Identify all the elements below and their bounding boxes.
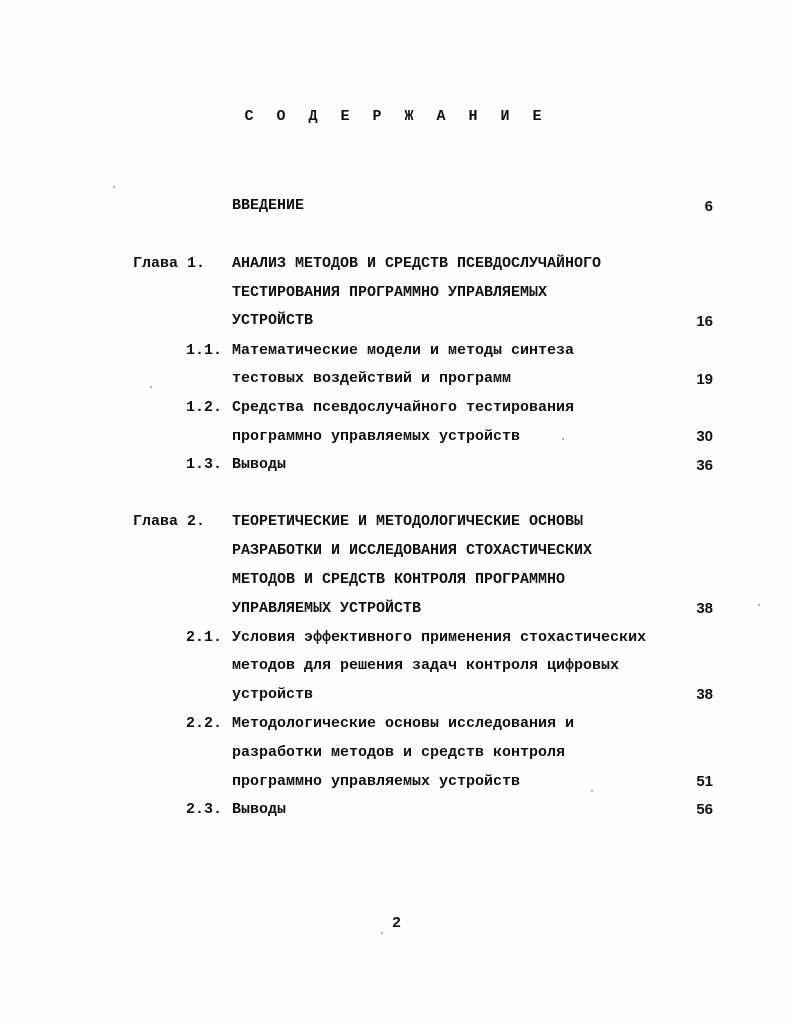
section-2-3-number: 2.3. (186, 801, 223, 818)
chapter-2-title-line: ТЕОРЕТИЧЕСКИЕ И МЕТОДОЛОГИЧЕСКИЕ ОСНОВЫ (232, 513, 584, 530)
section-2-1-page: 38 (696, 686, 713, 703)
section-2-2-page: 51 (696, 773, 713, 790)
section-2-1-title-line: методов для решения задач контроля цифровых (232, 657, 620, 674)
section-1-2-page: 30 (696, 428, 713, 445)
section-1-3-number: 1.3. (186, 456, 223, 473)
scan-speck (562, 438, 564, 440)
section-1-3-title-line: Выводы (232, 456, 287, 473)
section-2-1-number: 2.1. (186, 629, 223, 646)
section-2-2-title-line: разработки методов и средств контроля (232, 744, 566, 761)
page-number: 2 (392, 914, 401, 931)
page-title: С О Д Е Р Ж А Н И Е (244, 108, 549, 125)
toc-intro-page: 6 (704, 198, 713, 215)
section-1-1-number: 1.1. (186, 342, 223, 359)
section-2-1-title-line: Условия эффективного применения стохастических (232, 629, 647, 646)
section-1-2-title-line: Средства псевдослучайного тестирования (232, 399, 575, 416)
chapter-1-title-line: ТЕСТИРОВАНИЯ ПРОГРАММНО УПРАВЛЯЕМЫХ (232, 284, 548, 301)
section-1-3-page: 36 (696, 457, 713, 474)
chapter-1-title-line: УСТРОЙСТВ (232, 312, 314, 329)
chapter-2-page: 38 (696, 600, 713, 617)
chapter-2-title-line: МЕТОДОВ И СРЕДСТВ КОНТРОЛЯ ПРОГРАММНО (232, 571, 566, 588)
section-2-2-title-line: Методологические основы исследования и (232, 715, 575, 732)
chapter-1-title-line: АНАЛИЗ МЕТОДОВ И СРЕДСТВ ПСЕВДОСЛУЧАЙНОГО (232, 255, 602, 272)
scan-speck (150, 386, 152, 388)
chapter-2-title-line: УПРАВЛЯЕМЫХ УСТРОЙСТВ (232, 600, 422, 617)
toc-intro-text: ВВЕДЕНИЕ (232, 197, 305, 214)
chapter-1-page: 16 (696, 313, 713, 330)
section-2-3-page: 56 (696, 801, 713, 818)
section-1-1-title-line: тестовых воздействий и программ (232, 370, 512, 387)
chapter-2-label: Глава 2. (133, 513, 206, 530)
section-2-2-number: 2.2. (186, 715, 223, 732)
section-1-2-number: 1.2. (186, 399, 223, 416)
scan-speck (591, 790, 593, 792)
section-2-1-title-line: устройств (232, 686, 314, 703)
chapter-2-title-line: РАЗРАБОТКИ И ИССЛЕДОВАНИЯ СТОХАСТИЧЕСКИХ (232, 542, 593, 559)
scan-speck (113, 186, 115, 188)
chapter-1-label: Глава 1. (133, 255, 206, 272)
section-1-1-title-line: Математические модели и методы синтеза (232, 342, 575, 359)
scan-speck (381, 932, 383, 934)
section-1-1-page: 19 (696, 371, 713, 388)
scan-speck (758, 604, 760, 606)
section-2-3-title-line: Выводы (232, 801, 287, 818)
section-2-2-title-line: программно управляемых устройств (232, 773, 521, 790)
section-1-2-title-line: программно управляемых устройств (232, 428, 521, 445)
